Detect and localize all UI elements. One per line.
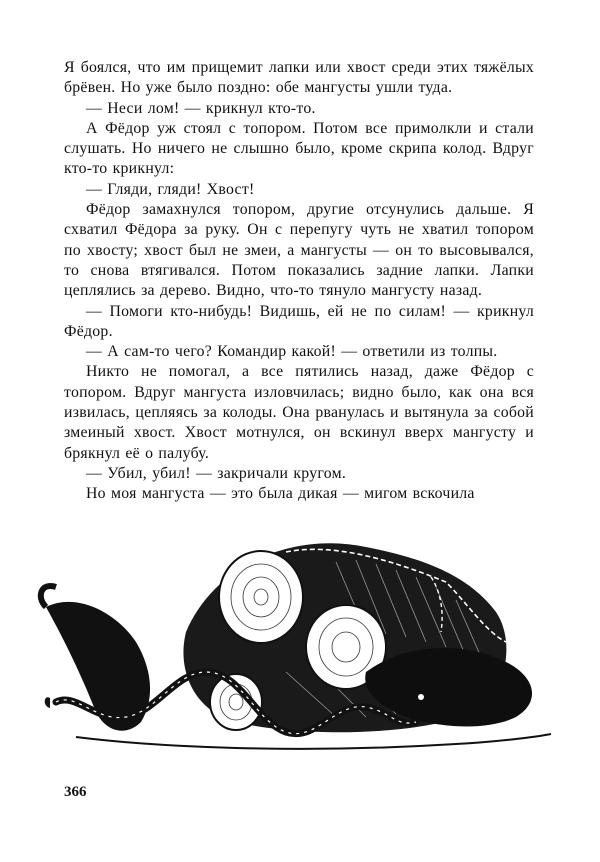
paragraph: Я боялся, что им прищемит лапки или хвост среди этих тяжёлых брёвен. Но уже было поздно: обе мангусты ушли туда. (64, 59, 534, 97)
paragraph: Фёдор замахнулся топором, другие отсунулись дальше. Я схватил Фёдора за руку. Он с перепугу чуть не хватил топором по хвосту; хвост был не змеи, а мангусты — он то высовывался, то снова втягивался. Потом показались задние лапки. Лапки цеплялись за дерево. Видно, что-то тянуло мангусту назад. (64, 201, 534, 300)
paragraph: Но моя мангуста — это была дикая — мигом вскочила (86, 485, 475, 503)
paragraph: Никто не помогал, а все пятились назад, даже Фёдор с топором. Вдруг мангуста изловчилась; видно было, как она вся извилась, цепляясь за колоды. Она рванулась и вытянула за собой змеиный хвост. Хвост мотнулся, он вскинул вверх мангусту и брякнул её о палубу. (64, 363, 534, 462)
log-end-large (219, 551, 303, 643)
mongoose-snake-illustration (36, 522, 556, 772)
paragraph: — Неси лом! — крикнул кто-то. (86, 99, 316, 117)
page-number: 366 (64, 784, 87, 800)
paragraph: А Фёдор уж стоял с топором. Потом все примолкли и стали слушать. Но ничего не слышно было, кроме скрипа колод. Вдруг кто-то крикнул: (64, 119, 534, 178)
paragraph: — Убил, убил! — закричали кругом. (86, 464, 347, 482)
paragraph: — Гляди, гляди! Хвост! (86, 180, 255, 198)
paragraph: — Помоги кто-нибудь! Видишь, ей не по силам! — крикнул Фёдор. (64, 302, 534, 340)
mongoose-left-tail (41, 586, 56, 607)
snake-head (45, 697, 50, 708)
ground-shadow (76, 734, 551, 749)
mongoose-right-eye (418, 694, 424, 700)
paragraph: — А сам-то чего? Командир какой! — ответили из толпы. (86, 343, 498, 361)
body-text (64, 58, 534, 505)
